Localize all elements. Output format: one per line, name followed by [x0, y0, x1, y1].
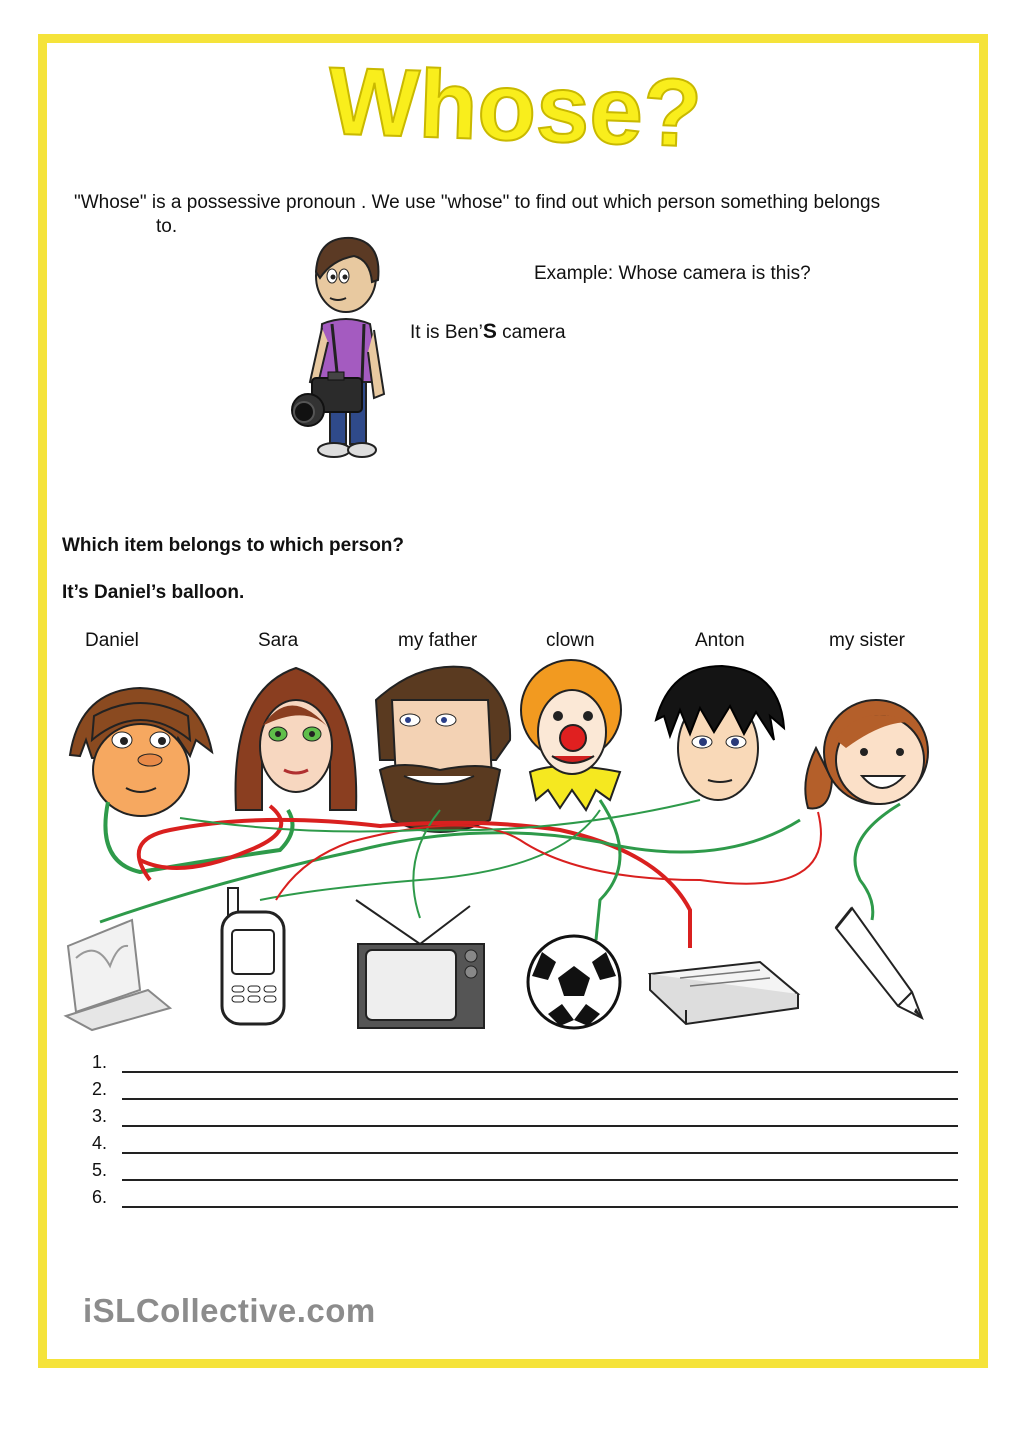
person-name-father: my father: [398, 630, 478, 651]
sample-answer: It’s Daniel’s balloon.: [62, 582, 245, 603]
answer-row[interactable]: [92, 1052, 958, 1079]
answer-row[interactable]: [92, 1160, 958, 1187]
answer-lines: [92, 1052, 958, 1214]
page-title-text: Whose?: [326, 47, 704, 168]
example-answer: [410, 320, 566, 344]
intro-text-line1: "Whose" is a possessive pronoun . We use "whose" to find out which person something belongs: [74, 192, 881, 213]
answer-possessive-s: S: [482, 320, 497, 343]
answer-part1: It is Ben’: [410, 322, 483, 343]
answer-part2: camera: [496, 322, 566, 343]
answer-blank[interactable]: [122, 1098, 958, 1100]
page-title: [290, 48, 740, 168]
answer-number: 3.: [92, 1106, 108, 1126]
task-question: Which item belongs to which person?: [62, 535, 405, 556]
answer-row[interactable]: [92, 1133, 958, 1160]
person-name-daniel: Daniel: [85, 630, 139, 651]
answer-blank[interactable]: [122, 1206, 958, 1208]
answer-blank[interactable]: [122, 1179, 958, 1181]
answer-row[interactable]: [92, 1106, 958, 1133]
person-name-clown: clown: [546, 630, 595, 651]
person-name-sister: my sister: [829, 630, 905, 651]
answer-number: 4.: [92, 1133, 108, 1153]
answer-blank[interactable]: [122, 1071, 958, 1073]
person-name-sara: Sara: [258, 630, 299, 651]
answer-number: 1.: [92, 1052, 108, 1072]
answer-number: 6.: [92, 1187, 108, 1207]
site-watermark: iSLCollective.com: [83, 1292, 376, 1329]
answer-blank[interactable]: [122, 1125, 958, 1127]
person-name-anton: Anton: [695, 630, 745, 651]
answer-number: 5.: [92, 1160, 108, 1180]
answer-row[interactable]: [92, 1079, 958, 1106]
intro-text-line2: to.: [156, 216, 178, 237]
example-question: Example: Whose camera is this?: [534, 263, 811, 284]
answer-row[interactable]: [92, 1187, 958, 1214]
ben-with-camera-illustration: [288, 232, 398, 464]
answer-number: 2.: [92, 1079, 108, 1099]
answer-blank[interactable]: [122, 1152, 958, 1154]
